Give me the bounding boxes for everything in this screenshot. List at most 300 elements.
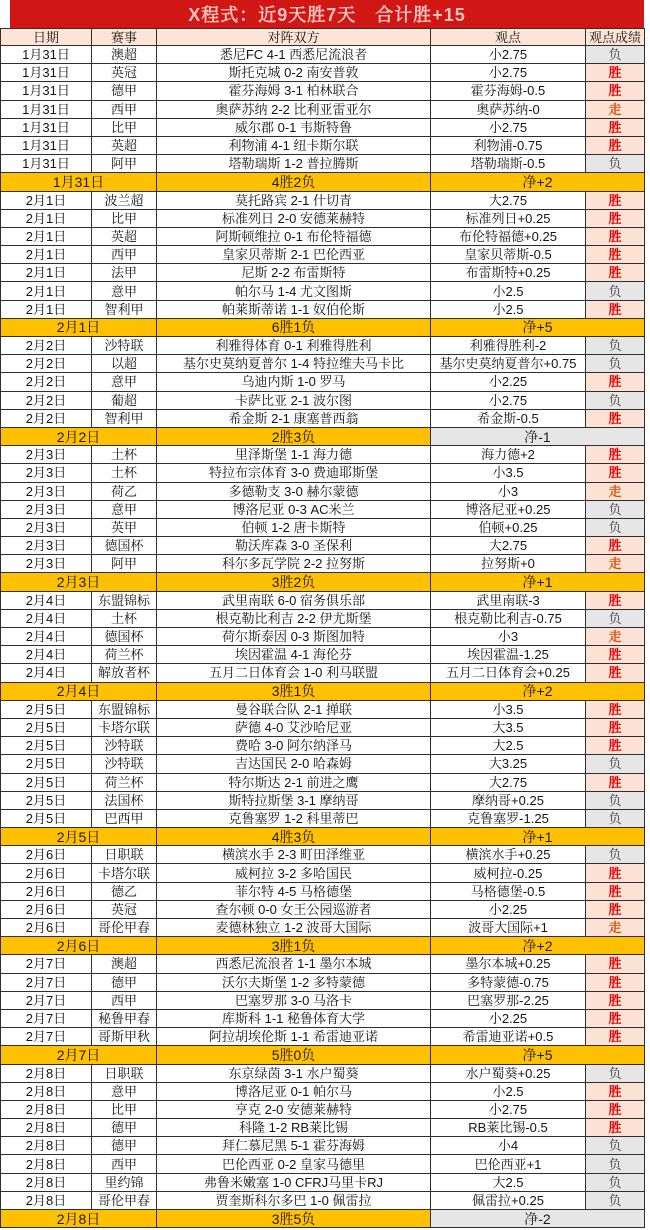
match-date: 2月5日 [1, 700, 92, 718]
result-badge: 胜 [586, 118, 645, 136]
match-league: 阿甲 [92, 155, 157, 173]
match-league: 波兰超 [92, 191, 157, 209]
match-league: 德乙 [92, 882, 157, 900]
pick-opinion: 小2.75 [431, 391, 586, 409]
match-date: 2月4日 [1, 664, 92, 682]
pick-opinion: 五月二日体育会+0.25 [431, 664, 586, 682]
match-row [1, 464, 645, 482]
result-badge: 胜 [586, 136, 645, 154]
match-date: 2月7日 [1, 1009, 92, 1027]
match-date: 1月31日 [1, 82, 92, 100]
result-badge: 胜 [586, 900, 645, 918]
match-date: 2月4日 [1, 609, 92, 627]
match-row [1, 591, 645, 609]
match-league: 西甲 [92, 991, 157, 1009]
match-league: 土杯 [92, 446, 157, 464]
match-league: 西甲 [92, 100, 157, 118]
col-header-pick: 观点 [431, 29, 586, 46]
page-title: X程式：近9天胜7天 合计胜+15 [188, 5, 466, 25]
match-league: 智利甲 [92, 300, 157, 318]
match-league: 沙特联 [92, 755, 157, 773]
result-badge: 胜 [586, 373, 645, 391]
pick-opinion: 大2.75 [431, 773, 586, 791]
pick-opinion: 巴伦西亚+1 [431, 1155, 586, 1173]
match-league: 卡塔尔联 [92, 864, 157, 882]
match-date: 2月2日 [1, 355, 92, 373]
match-teams-score: 皇家贝蒂斯 2-1 巴伦西亚 [157, 246, 431, 264]
summary-date: 2月1日 [1, 318, 157, 336]
match-league: 东盟锦标 [92, 700, 157, 718]
match-date: 2月2日 [1, 337, 92, 355]
match-teams-score: 斯托克城 0-2 南安普敦 [157, 64, 431, 82]
result-badge: 胜 [586, 991, 645, 1009]
match-row [1, 755, 645, 773]
match-league: 哥伦甲春 [92, 1191, 157, 1209]
result-badge: 胜 [586, 409, 645, 427]
match-teams-score: 萨德 4-0 艾沙哈尼亚 [157, 718, 431, 736]
match-league: 日职联 [92, 846, 157, 864]
result-badge: 胜 [586, 300, 645, 318]
pick-opinion: 奥萨苏纳-0 [431, 100, 586, 118]
result-badge: 胜 [586, 955, 645, 973]
result-badge: 走 [586, 482, 645, 500]
match-row [1, 700, 645, 718]
summary-net: 净+5 [431, 1046, 645, 1064]
pick-opinion: 墨尔本城+0.25 [431, 955, 586, 973]
match-row [1, 391, 645, 409]
match-row [1, 737, 645, 755]
result-badge: 走 [586, 628, 645, 646]
pick-opinion: 皇家贝蒂斯-0.5 [431, 246, 586, 264]
match-date: 2月1日 [1, 282, 92, 300]
match-row [1, 300, 645, 318]
match-row [1, 518, 645, 536]
pick-opinion: 克鲁塞罗-1.25 [431, 809, 586, 827]
match-league: 秘鲁甲春 [92, 1009, 157, 1027]
match-date: 2月6日 [1, 846, 92, 864]
match-row [1, 1173, 645, 1191]
result-badge: 负 [586, 155, 645, 173]
pick-opinion: 小2.25 [431, 900, 586, 918]
result-badge: 胜 [586, 537, 645, 555]
match-date: 2月1日 [1, 300, 92, 318]
match-date: 2月6日 [1, 900, 92, 918]
match-league: 意甲 [92, 282, 157, 300]
match-date: 2月1日 [1, 209, 92, 227]
result-badge: 胜 [586, 64, 645, 82]
match-row [1, 555, 645, 573]
match-teams-score: 威柯拉 3-2 多哈国民 [157, 864, 431, 882]
result-badge: 走 [586, 555, 645, 573]
match-teams-score: 利雅得体育 0-1 利雅得胜利 [157, 337, 431, 355]
match-teams-score: 东京绿茵 3-1 水户蜀葵 [157, 1064, 431, 1082]
pick-opinion: 波哥大国际+1 [431, 919, 586, 937]
match-league: 德甲 [92, 1119, 157, 1137]
summary-date: 2月3日 [1, 573, 157, 591]
match-league: 比甲 [92, 1100, 157, 1118]
match-row [1, 864, 645, 882]
match-league: 日职联 [92, 1064, 157, 1082]
match-league: 沙特联 [92, 737, 157, 755]
match-row [1, 337, 645, 355]
match-row [1, 1191, 645, 1209]
pick-opinion: 小2.5 [431, 300, 586, 318]
match-teams-score: 费哈 3-0 阿尔纳泽马 [157, 737, 431, 755]
match-row [1, 791, 645, 809]
summary-net: 净+2 [431, 173, 645, 191]
result-badge: 胜 [586, 82, 645, 100]
summary-net: 净+1 [431, 573, 645, 591]
result-badge: 负 [586, 518, 645, 536]
result-badge: 胜 [586, 464, 645, 482]
match-teams-score: 基尔史莫纳夏普尔 1-4 特拉维夫马卡比 [157, 355, 431, 373]
match-league: 土杯 [92, 464, 157, 482]
result-badge: 负 [586, 791, 645, 809]
match-date: 2月3日 [1, 482, 92, 500]
day-summary-row [1, 318, 645, 336]
match-row [1, 500, 645, 518]
match-date: 2月6日 [1, 882, 92, 900]
match-league: 德国杯 [92, 537, 157, 555]
pick-opinion: 小2.75 [431, 64, 586, 82]
result-badge: 负 [586, 846, 645, 864]
match-date: 2月3日 [1, 537, 92, 555]
match-date: 2月7日 [1, 973, 92, 991]
match-row [1, 973, 645, 991]
col-header-match: 对阵双方 [157, 29, 431, 46]
match-row [1, 482, 645, 500]
result-badge: 负 [586, 809, 645, 827]
match-row [1, 664, 645, 682]
result-badge: 负 [586, 1191, 645, 1209]
match-teams-score: 查尔顿 0-0 女王公园巡游者 [157, 900, 431, 918]
match-date: 1月31日 [1, 64, 92, 82]
match-row [1, 1155, 645, 1173]
result-badge: 走 [586, 100, 645, 118]
match-date: 2月8日 [1, 1119, 92, 1137]
match-teams-score: 巴伦西亚 0-2 皇家马德里 [157, 1155, 431, 1173]
match-teams-score: 帕莱斯蒂诺 1-1 奴伯伦斯 [157, 300, 431, 318]
match-league: 哥伦甲春 [92, 919, 157, 937]
match-row [1, 64, 645, 82]
match-league: 德甲 [92, 82, 157, 100]
match-league: 沙特联 [92, 337, 157, 355]
match-date: 2月1日 [1, 246, 92, 264]
match-date: 2月4日 [1, 646, 92, 664]
summary-date: 1月31日 [1, 173, 157, 191]
match-row [1, 882, 645, 900]
pick-opinion: 武里南联-3 [431, 591, 586, 609]
pick-opinion: 小4 [431, 1137, 586, 1155]
match-row [1, 1100, 645, 1118]
match-teams-score: 弗鲁米嫩塞 1-0 CFRJ马里卡RJ [157, 1173, 431, 1191]
match-row [1, 609, 645, 627]
day-summary-row [1, 1046, 645, 1064]
summary-net: 净+1 [431, 828, 645, 846]
match-league: 以超 [92, 355, 157, 373]
match-teams-score: 阿斯顿维拉 0-1 布伦特福德 [157, 227, 431, 245]
day-summary-row [1, 427, 645, 445]
match-date: 2月8日 [1, 1137, 92, 1155]
pick-opinion: RB莱比锡-0.5 [431, 1119, 586, 1137]
result-badge: 负 [586, 391, 645, 409]
pick-opinion: 大2.75 [431, 537, 586, 555]
match-date: 2月6日 [1, 864, 92, 882]
pick-opinion: 大3.25 [431, 755, 586, 773]
result-badge: 胜 [586, 1009, 645, 1027]
match-teams-score: 伯顿 1-2 唐卡斯特 [157, 518, 431, 536]
match-league: 解放者杯 [92, 664, 157, 682]
result-badge: 负 [586, 1137, 645, 1155]
match-league: 哥斯甲秋 [92, 1028, 157, 1046]
pick-opinion: 横滨水手+0.25 [431, 846, 586, 864]
match-teams-score: 霍芬海姆 3-1 柏林联合 [157, 82, 431, 100]
match-date: 2月1日 [1, 227, 92, 245]
match-league: 西甲 [92, 1155, 157, 1173]
summary-date: 2月7日 [1, 1046, 157, 1064]
match-league: 英冠 [92, 64, 157, 82]
result-badge: 胜 [586, 664, 645, 682]
match-date: 2月5日 [1, 773, 92, 791]
pick-opinion: 标准列日+0.25 [431, 209, 586, 227]
match-date: 1月31日 [1, 155, 92, 173]
match-teams-score: 斯特拉斯堡 3-1 摩纳哥 [157, 791, 431, 809]
pick-opinion: 希金斯-0.5 [431, 409, 586, 427]
match-teams-score: 横滨水手 2-3 町田泽维亚 [157, 846, 431, 864]
match-teams-score: 莫托路宾 2-1 什切青 [157, 191, 431, 209]
pick-opinion: 大2.5 [431, 737, 586, 755]
match-teams-score: 博洛尼亚 0-1 帕尔马 [157, 1082, 431, 1100]
match-teams-score: 吉达国民 2-0 哈森姆 [157, 755, 431, 773]
match-teams-score: 卡萨比亚 2-1 波尔图 [157, 391, 431, 409]
match-teams-score: 帕尔马 1-4 尤文图斯 [157, 282, 431, 300]
match-league: 英超 [92, 227, 157, 245]
pick-opinion: 拉努斯+0 [431, 555, 586, 573]
col-header-league: 赛事 [92, 29, 157, 46]
match-row [1, 646, 645, 664]
result-badge: 胜 [586, 1082, 645, 1100]
summary-date: 2月2日 [1, 427, 157, 445]
summary-record: 3胜2负 [157, 573, 431, 591]
match-league: 荷乙 [92, 482, 157, 500]
pick-opinion: 埃因霍温-1.25 [431, 646, 586, 664]
match-row [1, 155, 645, 173]
match-row [1, 1009, 645, 1027]
day-summary-row [1, 1210, 645, 1228]
match-teams-score: 科隆 1-2 RB莱比锡 [157, 1119, 431, 1137]
match-league: 德甲 [92, 973, 157, 991]
match-league: 智利甲 [92, 409, 157, 427]
pick-opinion: 小2.5 [431, 1082, 586, 1100]
pick-opinion: 马格德堡-0.5 [431, 882, 586, 900]
match-date: 2月3日 [1, 555, 92, 573]
match-date: 2月8日 [1, 1191, 92, 1209]
result-badge: 胜 [586, 246, 645, 264]
match-row [1, 1064, 645, 1082]
result-badge: 胜 [586, 264, 645, 282]
result-badge: 负 [586, 1064, 645, 1082]
result-badge: 负 [586, 355, 645, 373]
match-league: 意甲 [92, 373, 157, 391]
match-row [1, 46, 645, 64]
match-league: 法甲 [92, 264, 157, 282]
pick-opinion: 巴塞罗那-2.25 [431, 991, 586, 1009]
match-row [1, 846, 645, 864]
pick-opinion: 海力德+2 [431, 446, 586, 464]
match-date: 2月8日 [1, 1064, 92, 1082]
match-league: 阿甲 [92, 555, 157, 573]
match-row [1, 246, 645, 264]
match-row [1, 955, 645, 973]
summary-record: 2胜3负 [157, 427, 431, 445]
match-row [1, 136, 645, 154]
match-teams-score: 科尔多瓦学院 2-2 拉努斯 [157, 555, 431, 573]
match-date: 2月1日 [1, 264, 92, 282]
match-teams-score: 利物浦 4-1 纽卡斯尔联 [157, 136, 431, 154]
result-badge: 胜 [586, 1119, 645, 1137]
match-date: 1月31日 [1, 46, 92, 64]
match-date: 2月7日 [1, 991, 92, 1009]
match-row [1, 628, 645, 646]
match-row [1, 282, 645, 300]
match-row [1, 1137, 645, 1155]
summary-record: 6胜1负 [157, 318, 431, 336]
match-league: 荷兰杯 [92, 646, 157, 664]
pick-opinion: 基尔史莫纳夏普尔+0.75 [431, 355, 586, 373]
summary-record: 3胜5负 [157, 1210, 431, 1228]
pick-opinion: 霍芬海姆-0.5 [431, 82, 586, 100]
title-bar [10, 0, 644, 28]
match-date: 2月8日 [1, 1082, 92, 1100]
match-teams-score: 武里南联 6-0 宿务俱乐部 [157, 591, 431, 609]
result-badge: 胜 [586, 773, 645, 791]
pick-opinion: 小2.75 [431, 46, 586, 64]
col-header-result: 观点成绩 [586, 29, 645, 46]
match-league: 葡超 [92, 391, 157, 409]
match-row [1, 355, 645, 373]
pick-opinion: 小3 [431, 482, 586, 500]
match-date: 1月31日 [1, 100, 92, 118]
match-teams-score: 五月二日体育会 1-0 利马联盟 [157, 664, 431, 682]
match-row [1, 773, 645, 791]
match-date: 1月31日 [1, 118, 92, 136]
result-badge: 胜 [586, 227, 645, 245]
result-badge: 负 [586, 1173, 645, 1191]
match-date: 2月5日 [1, 791, 92, 809]
day-summary-row [1, 573, 645, 591]
match-teams-score: 埃因霍温 4-1 海伦芬 [157, 646, 431, 664]
match-teams-score: 特拉布宗体育 3-0 费迪耶斯堡 [157, 464, 431, 482]
match-teams-score: 勒沃库森 3-0 圣保利 [157, 537, 431, 555]
pick-opinion: 小2.5 [431, 282, 586, 300]
match-row [1, 118, 645, 136]
pick-opinion: 大2.75 [431, 191, 586, 209]
match-row [1, 446, 645, 464]
match-teams-score: 麦德林独立 1-2 波哥大国际 [157, 919, 431, 937]
pick-opinion: 塔勒瑞斯-0.5 [431, 155, 586, 173]
result-badge: 负 [586, 46, 645, 64]
summary-date: 2月4日 [1, 682, 157, 700]
match-row [1, 264, 645, 282]
match-date: 2月5日 [1, 718, 92, 736]
match-league: 东盟锦标 [92, 591, 157, 609]
summary-net: 净-1 [431, 427, 645, 445]
match-date: 2月3日 [1, 500, 92, 518]
match-date: 2月1日 [1, 191, 92, 209]
match-league: 英冠 [92, 900, 157, 918]
pick-opinion: 希雷迪亚诺+0.5 [431, 1028, 586, 1046]
match-league: 澳超 [92, 955, 157, 973]
match-league: 法国杯 [92, 791, 157, 809]
summary-record: 5胜0负 [157, 1046, 431, 1064]
match-league: 澳超 [92, 46, 157, 64]
match-row [1, 900, 645, 918]
match-date: 2月2日 [1, 391, 92, 409]
match-date: 2月2日 [1, 409, 92, 427]
pick-opinion: 佩雷拉+0.25 [431, 1191, 586, 1209]
summary-record: 3胜1负 [157, 682, 431, 700]
match-date: 2月4日 [1, 628, 92, 646]
match-teams-score: 巴塞罗那 3-0 马洛卡 [157, 991, 431, 1009]
result-badge: 负 [586, 500, 645, 518]
result-badge: 负 [586, 1155, 645, 1173]
summary-net: 净+5 [431, 318, 645, 336]
match-teams-score: 塔勒瑞斯 1-2 普拉腾斯 [157, 155, 431, 173]
match-row [1, 409, 645, 427]
result-badge: 胜 [586, 1100, 645, 1118]
match-teams-score: 特尔斯达 2-1 前进之鹰 [157, 773, 431, 791]
summary-net: 净-2 [431, 1210, 645, 1228]
match-date: 2月3日 [1, 464, 92, 482]
match-date: 2月8日 [1, 1173, 92, 1191]
match-league: 英超 [92, 136, 157, 154]
match-date: 2月3日 [1, 446, 92, 464]
match-teams-score: 西悉尼流浪者 1-1 墨尔本城 [157, 955, 431, 973]
match-league: 比甲 [92, 209, 157, 227]
result-badge: 胜 [586, 591, 645, 609]
day-summary-row [1, 828, 645, 846]
match-teams-score: 奥萨苏纳 2-2 比利亚雷亚尔 [157, 100, 431, 118]
match-row [1, 373, 645, 391]
result-badge: 胜 [586, 1028, 645, 1046]
results-table [0, 28, 645, 1228]
match-date: 2月8日 [1, 1100, 92, 1118]
match-date: 2月3日 [1, 518, 92, 536]
result-badge: 胜 [586, 973, 645, 991]
match-teams-score: 乌迪内斯 1-0 罗马 [157, 373, 431, 391]
match-teams-score: 荷尔斯泰因 0-3 斯图加特 [157, 628, 431, 646]
match-row [1, 1082, 645, 1100]
match-league: 英甲 [92, 518, 157, 536]
day-summary-row [1, 682, 645, 700]
pick-opinion: 布伦特福德+0.25 [431, 227, 586, 245]
match-date: 2月6日 [1, 919, 92, 937]
header-row [1, 29, 645, 46]
match-league: 德国杯 [92, 628, 157, 646]
match-teams-score: 多德勒支 3-0 赫尔蒙德 [157, 482, 431, 500]
match-date: 2月8日 [1, 1155, 92, 1173]
match-row [1, 1119, 645, 1137]
match-date: 1月31日 [1, 136, 92, 154]
match-date: 2月5日 [1, 809, 92, 827]
summary-net: 净+2 [431, 937, 645, 955]
result-badge: 胜 [586, 646, 645, 664]
match-row [1, 809, 645, 827]
match-date: 2月5日 [1, 737, 92, 755]
match-league: 意甲 [92, 500, 157, 518]
result-badge: 走 [586, 919, 645, 937]
match-row [1, 191, 645, 209]
